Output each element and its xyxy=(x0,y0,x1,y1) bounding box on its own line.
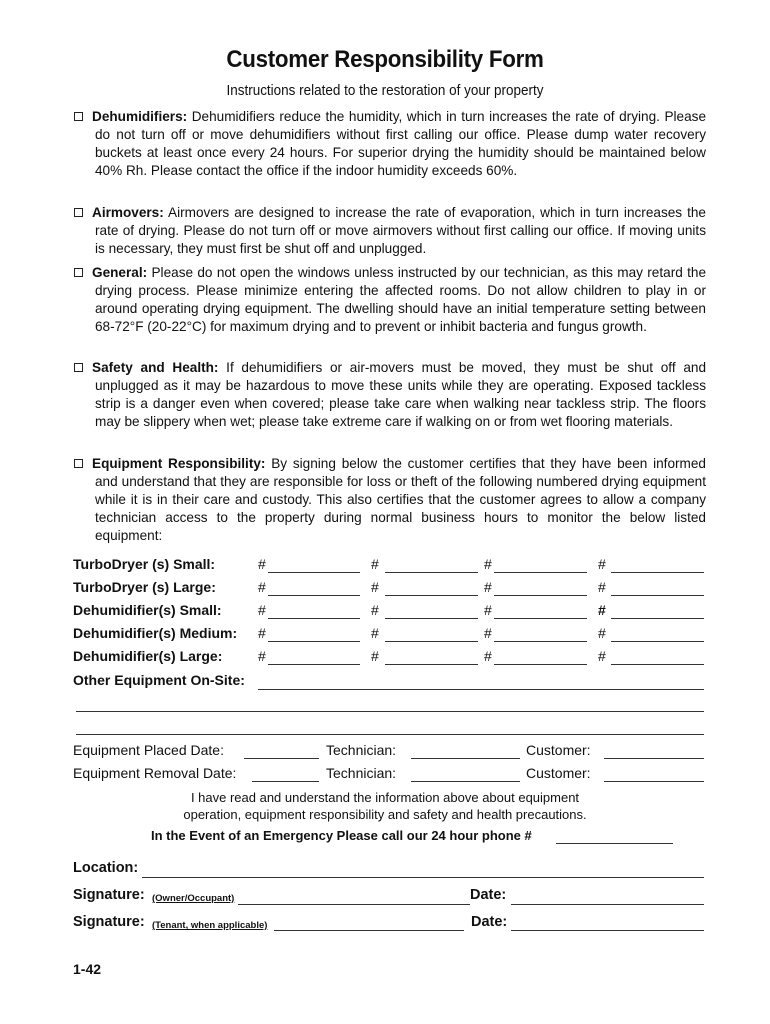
checkbox-safety-health[interactable] xyxy=(74,363,83,372)
equipment-number-field[interactable] xyxy=(611,664,704,665)
hash-symbol: # xyxy=(484,602,492,618)
section-text: Airmovers are designed to increase the rate of evaporation, which in turn increases the rate of drying. Please do not turn off or move airmovers without first calling our office. If moving units is necessary, they must first be shut off and unplugged. xyxy=(95,205,706,256)
tenant-signature-note: (Tenant, when applicable) xyxy=(152,920,268,931)
owner-signature-field[interactable] xyxy=(238,904,470,905)
equipment-placed-date-label: Equipment Placed Date: xyxy=(73,742,224,758)
acknowledgement-line-2: operation, equipment responsibility and safety and health precautions. xyxy=(183,807,587,822)
hash-symbol: # xyxy=(484,625,492,641)
equipment-number-field[interactable] xyxy=(494,664,587,665)
equipment-label: TurboDryer (s) Small: xyxy=(73,556,216,572)
equipment-label: Dehumidifier(s) Small: xyxy=(73,602,222,618)
equipment-label: Dehumidifier(s) Medium: xyxy=(73,625,238,641)
acknowledgement-line-1: I have read and understand the information above about equipment xyxy=(190,790,580,805)
hash-symbol: # xyxy=(598,625,606,641)
placed-technician-label: Technician: xyxy=(326,742,397,758)
checkbox-equipment-responsibility[interactable] xyxy=(74,459,83,468)
equipment-number-field[interactable] xyxy=(611,641,704,642)
equipment-number-field[interactable] xyxy=(268,641,360,642)
hash-symbol: # xyxy=(484,648,492,664)
placed-customer-field[interactable] xyxy=(604,758,704,759)
equipment-number-field[interactable] xyxy=(268,595,360,596)
location-label: Location: xyxy=(73,860,139,876)
section-safety-health xyxy=(74,359,706,431)
removal-technician-field[interactable] xyxy=(411,781,520,782)
equipment-number-field[interactable] xyxy=(268,618,360,619)
checkbox-dehumidifiers[interactable] xyxy=(74,112,83,121)
equipment-removal-date-field[interactable] xyxy=(252,781,319,782)
page-subtitle: Instructions related to the restoration of your property xyxy=(226,83,544,99)
section-text: If dehumidifiers or air-movers must be moved, they must be shut off and unplugged as it may be hazardous to move these units while they are operating. Exposed tackless strip is a danger even when covered; please take care when walking near tackless strip. The floors may be slippery when wet; please take extreme care if walking on or from wet flooring materials. xyxy=(95,360,706,429)
tenant-date-label: Date: xyxy=(471,914,508,930)
tenant-signature-label: Signature: xyxy=(73,914,145,930)
equipment-number-field[interactable] xyxy=(385,595,478,596)
tenant-date-field[interactable] xyxy=(511,930,704,931)
hash-symbol: # xyxy=(371,625,379,641)
hash-symbol: # xyxy=(484,556,492,572)
other-equipment-field-line-2[interactable] xyxy=(76,711,704,712)
placed-customer-label: Customer: xyxy=(526,742,591,758)
hash-symbol: # xyxy=(598,602,606,618)
hash-symbol: # xyxy=(598,556,606,572)
hash-symbol: # xyxy=(371,556,379,572)
hash-symbol: # xyxy=(258,602,266,618)
equipment-placed-date-field[interactable] xyxy=(244,758,319,759)
section-text: Dehumidifiers reduce the humidity, which in turn increases the rate of drying. Please do not turn off or move dehumidifiers without first calling our office. Please dump water recovery buckets at least once every 24 hours. For superior drying the humidity should be maintained below 40% Rh. Please contact the office if the indoor humidity exceeds 60%. xyxy=(95,109,707,178)
equipment-label: Dehumidifier(s) Large: xyxy=(73,648,223,664)
removal-customer-label: Customer: xyxy=(526,765,591,781)
page-number: 1-42 xyxy=(73,961,102,977)
equipment-number-field[interactable] xyxy=(494,641,587,642)
hash-symbol: # xyxy=(258,579,266,595)
owner-date-field[interactable] xyxy=(511,904,704,905)
page-title: Customer Responsibility Form xyxy=(226,46,544,73)
section-heading: Equipment Responsibility: xyxy=(92,456,266,471)
owner-date-label: Date: xyxy=(470,887,507,903)
section-heading: Safety and Health: xyxy=(92,360,219,375)
equipment-number-field[interactable] xyxy=(268,572,360,573)
emergency-phone-label: In the Event of an Emergency Please call our 24 hour phone # xyxy=(151,828,532,843)
section-heading: Airmovers: xyxy=(92,205,164,220)
other-equipment-field[interactable] xyxy=(258,689,704,690)
equipment-number-field[interactable] xyxy=(494,618,587,619)
equipment-number-field[interactable] xyxy=(385,572,478,573)
checkbox-airmovers[interactable] xyxy=(74,208,83,217)
section-airmovers xyxy=(74,204,706,258)
emergency-phone-field[interactable] xyxy=(556,843,673,844)
equipment-removal-date-label: Equipment Removal Date: xyxy=(73,765,237,781)
equipment-number-field[interactable] xyxy=(611,572,704,573)
hash-symbol: # xyxy=(258,648,266,664)
placed-technician-field[interactable] xyxy=(411,758,520,759)
equipment-number-field[interactable] xyxy=(611,595,704,596)
other-equipment-label: Other Equipment On-Site: xyxy=(73,672,245,688)
equipment-number-field[interactable] xyxy=(385,618,478,619)
equipment-number-field[interactable] xyxy=(611,618,704,619)
owner-signature-label: Signature: xyxy=(73,887,145,903)
hash-symbol: # xyxy=(371,602,379,618)
hash-symbol: # xyxy=(371,648,379,664)
other-equipment-field-line-3[interactable] xyxy=(76,734,704,735)
hash-symbol: # xyxy=(598,648,606,664)
equipment-number-field[interactable] xyxy=(385,641,478,642)
hash-symbol: # xyxy=(258,625,266,641)
hash-symbol: # xyxy=(484,579,492,595)
owner-signature-note: (Owner/Occupant) xyxy=(152,893,235,904)
equipment-number-field[interactable] xyxy=(494,572,587,573)
hash-symbol: # xyxy=(598,579,606,595)
removal-technician-label: Technician: xyxy=(326,765,397,781)
section-heading: Dehumidifiers: xyxy=(92,109,188,124)
tenant-signature-field[interactable] xyxy=(274,930,464,931)
hash-symbol: # xyxy=(371,579,379,595)
section-text: By signing below the customer certifies that they have been informed and understand that they are responsible for loss or theft of the following numbered drying equipment while it is in their care and custody. This also certifies that the customer agrees to allow a company technician access to the property during normal business hours to monitor the below listed equipment: xyxy=(95,456,706,543)
equipment-label: TurboDryer (s) Large: xyxy=(73,579,216,595)
section-general xyxy=(74,264,706,336)
location-field[interactable] xyxy=(142,877,704,878)
section-dehumidifiers xyxy=(74,108,706,180)
checkbox-general[interactable] xyxy=(74,268,83,277)
equipment-number-field[interactable] xyxy=(268,664,360,665)
hash-symbol: # xyxy=(258,556,266,572)
equipment-number-field[interactable] xyxy=(385,664,478,665)
section-equipment-responsibility xyxy=(74,455,706,545)
equipment-number-field[interactable] xyxy=(494,595,587,596)
section-text: Please do not open the windows unless instructed by our technician, as this may retard the drying process. Please minimize entering the affected rooms. Do not allow children to play in or around operating drying equipment. The dwelling should have an initial temperature setting between 68-72°F (20-22°C) for maximum drying and to prevent or inhibit bacteria and fungus growth. xyxy=(95,265,706,334)
removal-customer-field[interactable] xyxy=(604,781,704,782)
section-heading: General: xyxy=(92,265,148,280)
